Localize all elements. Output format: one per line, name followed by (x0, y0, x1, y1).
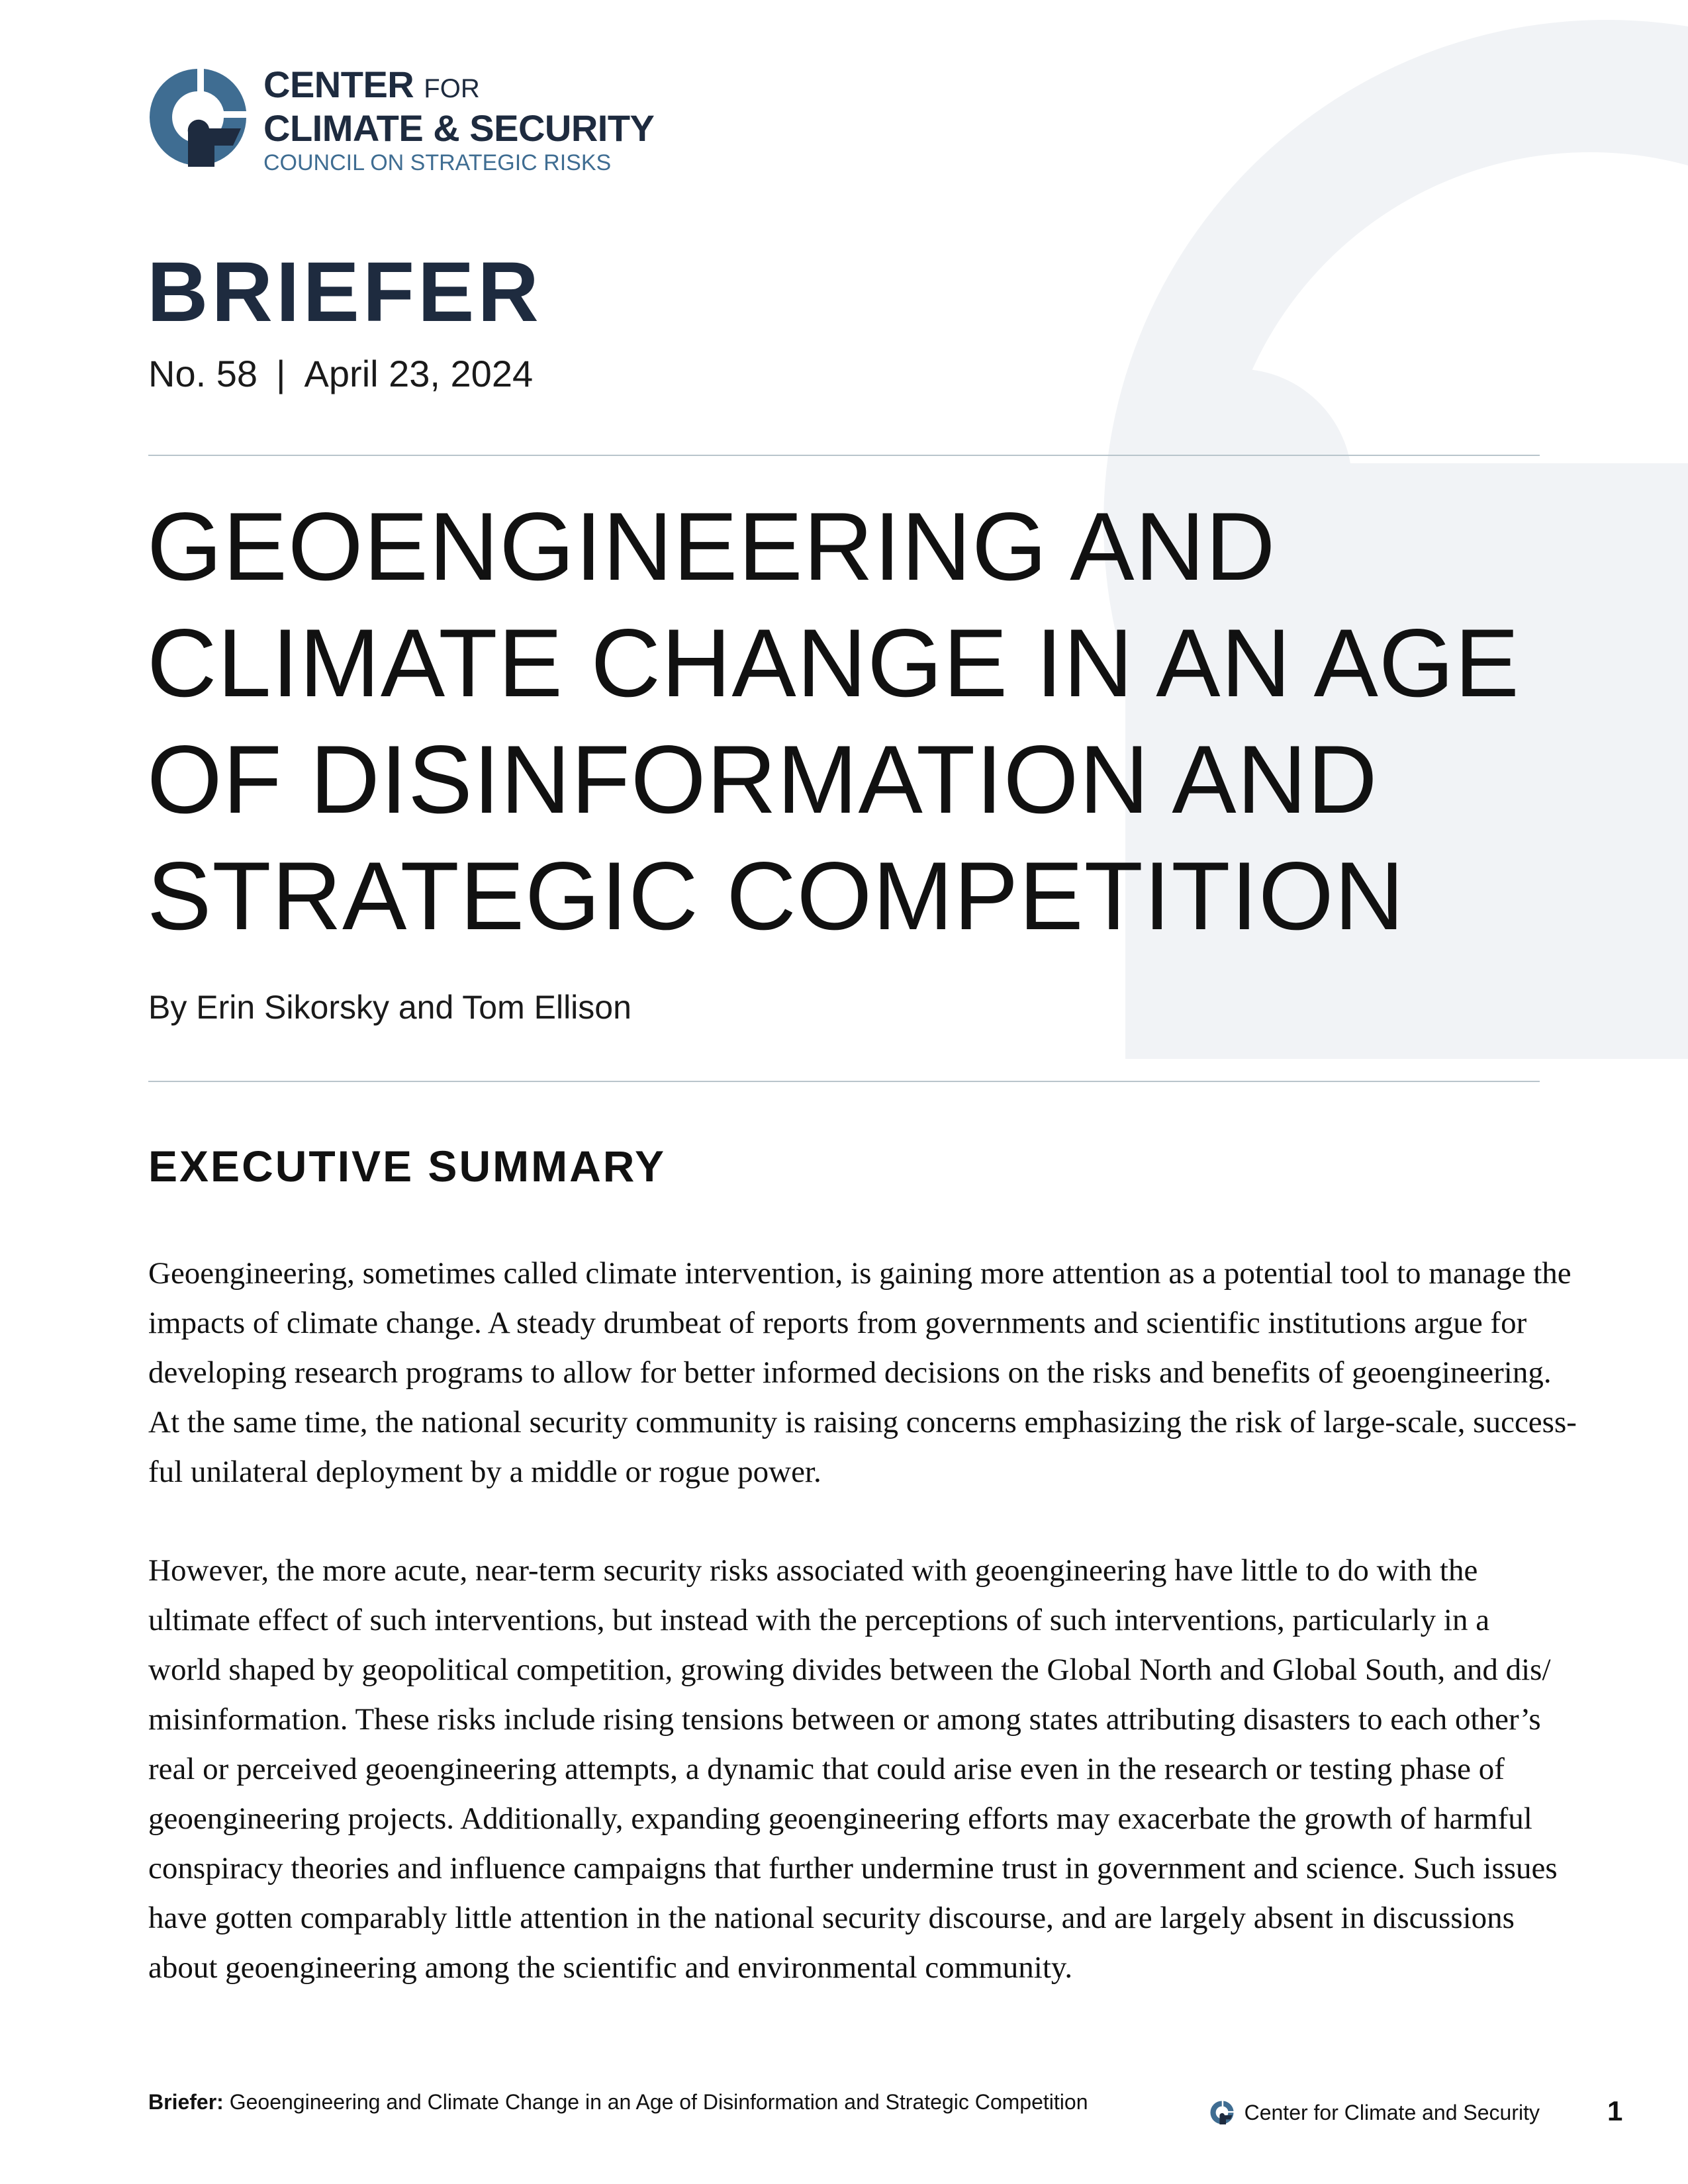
text-line: conspiracy theories and influence campaigns that further undermine trust in government and science. Such issues (148, 1851, 1558, 1886)
issue-separator: | (276, 353, 286, 394)
footer-label: Briefer: (148, 2090, 224, 2114)
top-divider (148, 455, 1540, 456)
text-line: world shaped by geopolitical competition, growing divides between the Global North and Global South, and dis/ (148, 1653, 1551, 1687)
logo-line-climate-security: CLIMATE & SECURITY (263, 107, 655, 149)
section-heading-executive-summary: EXECUTIVE SUMMARY (148, 1142, 666, 1191)
author-byline: By Erin Sikorsky and Tom Ellison (148, 989, 632, 1026)
logo-wordmark (263, 65, 654, 177)
title-line: GEOENGINEERING AND (147, 492, 1276, 600)
text-line: At the same time, the national security community is raising concerns emphasizing the risk of large-scale, success- (148, 1405, 1577, 1439)
footer-organization-name: Center for Climate and Security (1244, 2101, 1540, 2124)
text-line: misinformation. These risks include rising tensions between or among states attributing disasters to each other’s (148, 1702, 1541, 1737)
footer-title: Geoengineering and Climate Change in an Age of Disinformation and Strategic Competition (229, 2090, 1088, 2114)
text-line: Geoengineering, sometimes called climate intervention, is gaining more attention as a potential tool to manage the (148, 1256, 1571, 1291)
summary-paragraph-2 (148, 1546, 1558, 1993)
text-line: However, the more acute, near-term security risks associated with geoengineering have little to do with the (148, 1553, 1478, 1588)
footer-document-title (148, 2090, 1088, 2114)
issue-number: No. 58 (148, 353, 258, 394)
organization-logo (148, 65, 678, 184)
middle-divider (148, 1081, 1540, 1082)
ccs-logo-icon (148, 68, 248, 167)
text-line: ful unilateral deployment by a middle or rogue power. (148, 1455, 821, 1489)
title-line: CLIMATE CHANGE IN AN AGE (147, 609, 1520, 717)
document-type-label: BRIEFER (147, 245, 542, 340)
text-line: developing research programs to allow for better informed decisions on the risks and benefits of geoengineering. (148, 1355, 1552, 1390)
document-title (147, 488, 1564, 954)
publication-date: April 23, 2024 (304, 353, 534, 394)
summary-paragraph-1 (148, 1249, 1577, 1497)
footer-organization (1210, 2099, 1540, 2126)
text-line: geoengineering projects. Additionally, expanding geoengineering efforts may exacerbate the growth of harmful (148, 1801, 1532, 1836)
issue-and-date (148, 351, 533, 397)
title-line: OF DISINFORMATION AND (147, 725, 1378, 833)
text-line: real or perceived geoengineering attempts, a dynamic that could arise even in the research or testing phase of (148, 1752, 1505, 1786)
text-line: impacts of climate change. A steady drumbeat of reports from governments and scientific institutions argue for (148, 1306, 1527, 1340)
title-line: STRATEGIC COMPETITION (147, 842, 1405, 950)
logo-line-council: COUNCIL ON STRATEGIC RISKS (263, 150, 612, 175)
text-line: have gotten comparably little attention in the national security discourse, and are largely absent in discussions (148, 1901, 1515, 1935)
text-line: about geoengineering among the scientific and environmental community. (148, 1950, 1073, 1985)
page-number: 1 (1607, 2095, 1623, 2126)
ccs-small-logo-icon (1210, 2101, 1234, 2124)
logo-line-center: CENTER FOR (263, 64, 480, 105)
text-line: ultimate effect of such interventions, but instead with the perceptions of such interventions, particularly in a (148, 1603, 1490, 1637)
